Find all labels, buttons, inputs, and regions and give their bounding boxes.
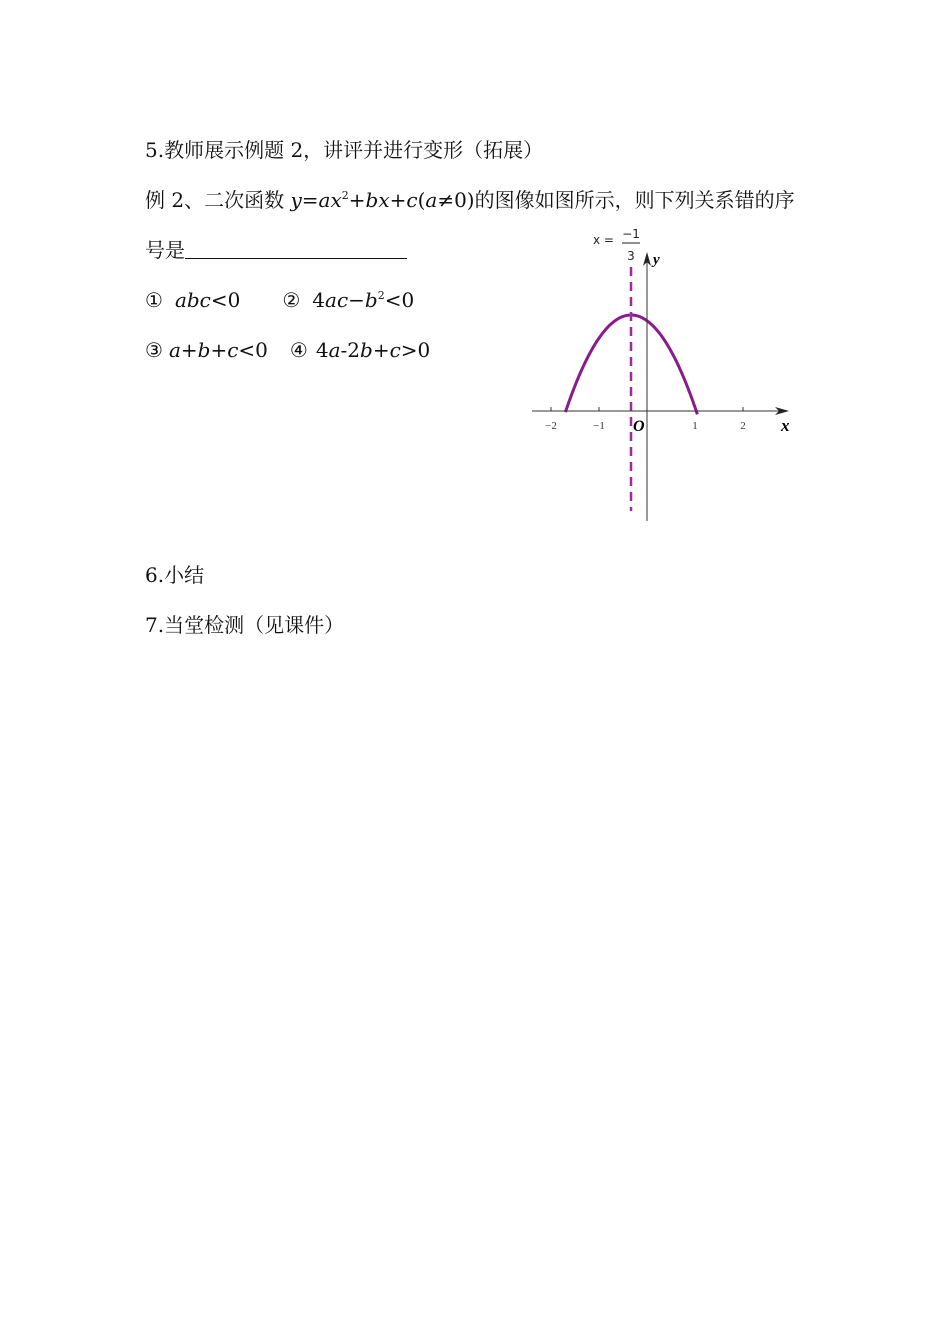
option-2-coef: 4 xyxy=(312,288,326,312)
plus-sign: + xyxy=(348,188,366,212)
origin-label: O xyxy=(633,418,645,435)
option-4-coef: 4 xyxy=(315,338,329,362)
var-b: b xyxy=(365,188,379,212)
var-c: c xyxy=(406,188,418,212)
option-4-mid: -2 xyxy=(340,338,360,362)
option-4-c: c xyxy=(389,338,401,362)
option-3-a: a xyxy=(168,338,181,362)
option-3-relation: <0 xyxy=(238,338,268,362)
x-axis-label: x xyxy=(781,416,790,435)
option-2-minus: − xyxy=(348,288,365,312)
answer-prompt: 号是 xyxy=(145,238,185,262)
option-2-b: b xyxy=(364,288,378,312)
example-prefix: 例 2、二次函数 xyxy=(145,188,291,212)
x-tick-label: −1 xyxy=(593,420,605,432)
y-axis-label: y xyxy=(653,252,660,268)
option-1-expr: abc xyxy=(174,288,211,312)
var-a: a xyxy=(318,188,331,212)
option-3-c: c xyxy=(227,338,239,362)
x-tick-label: 1 xyxy=(692,420,698,432)
plus-sign-2: + xyxy=(389,188,407,212)
option-1-number: ① xyxy=(145,288,163,312)
option-3-b: b xyxy=(197,338,211,362)
options-row-1 xyxy=(145,287,414,313)
option-3-number: ③ xyxy=(145,338,163,362)
parabola-graph xyxy=(525,222,800,527)
var-y: y xyxy=(290,188,302,212)
option-4-relation: >0 xyxy=(400,338,431,362)
option-2-expr: ac xyxy=(325,288,349,312)
option-2-number: ② xyxy=(282,288,301,312)
var-x: x xyxy=(330,188,342,212)
symmetry-axis-label-numerator: −1 xyxy=(622,227,640,241)
x-tick-label: −2 xyxy=(545,420,557,432)
section-6-heading: 6.小结 xyxy=(145,563,205,587)
var-a-2: a xyxy=(425,188,438,212)
option-2-relation: <0 xyxy=(384,288,415,312)
answer-blank[interactable] xyxy=(185,238,407,259)
option-4-b: b xyxy=(360,338,373,362)
paren-open: ( xyxy=(417,188,426,212)
x-tick-label: 2 xyxy=(740,420,746,432)
option-4-plus: + xyxy=(372,338,390,362)
example-suffix: 的图像如图所示，则下列关系错的序 xyxy=(474,188,795,212)
example-2-line2 xyxy=(145,237,407,263)
option-3-plus-1: + xyxy=(180,338,198,362)
option-4-a: a xyxy=(328,338,341,362)
section-5-heading: 5.教师展示例题 2，讲评并进行变形（拓展） xyxy=(145,138,544,162)
options-row-2 xyxy=(145,337,430,363)
option-1-relation: <0 xyxy=(210,288,241,312)
var-x-2: x xyxy=(378,188,390,212)
option-4-number: ④ xyxy=(289,338,308,362)
section-7-heading: 7.当堂检测（见课件） xyxy=(145,613,345,637)
symmetry-axis-label-denominator: 3 xyxy=(627,249,635,263)
symmetry-axis-label-lhs: x = xyxy=(593,233,614,247)
example-2-statement xyxy=(145,187,795,213)
option-2-exponent: 2 xyxy=(377,289,385,302)
exponent-2: 2 xyxy=(341,189,349,202)
option-3-plus-2: + xyxy=(210,338,228,362)
equals-sign: = xyxy=(301,188,319,212)
not-equal-zero: ≠0) xyxy=(437,188,475,212)
